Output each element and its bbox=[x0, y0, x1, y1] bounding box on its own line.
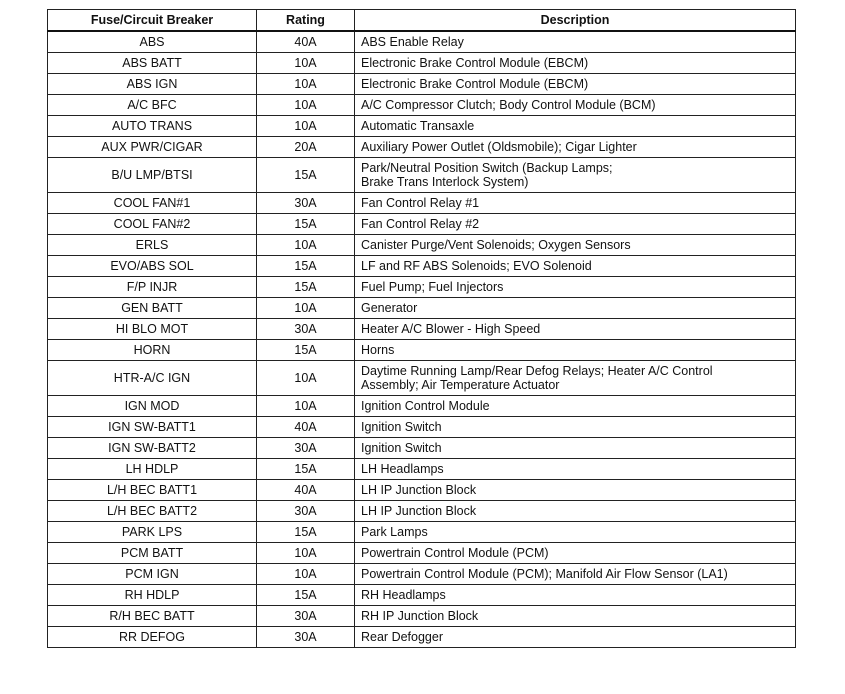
fuse-name-cell: R/H BEC BATT bbox=[48, 606, 257, 627]
rating-cell: 10A bbox=[257, 564, 355, 585]
table-row bbox=[48, 319, 796, 340]
fuse-name-cell: COOL FAN#1 bbox=[48, 193, 257, 214]
description-cell bbox=[355, 256, 796, 277]
table-row bbox=[48, 158, 796, 193]
table-row bbox=[48, 459, 796, 480]
description-line: Electronic Brake Control Module (EBCM) bbox=[361, 56, 589, 70]
fuse-name-cell: ERLS bbox=[48, 235, 257, 256]
table-row bbox=[48, 137, 796, 158]
rating-cell: 15A bbox=[257, 158, 355, 193]
description-line: Fan Control Relay #2 bbox=[361, 217, 480, 231]
description-line: LH IP Junction Block bbox=[361, 483, 477, 497]
fuse-name-cell: COOL FAN#2 bbox=[48, 214, 257, 235]
description-line: Ignition Control Module bbox=[361, 399, 490, 413]
description-cell bbox=[355, 74, 796, 95]
description-cell bbox=[355, 158, 796, 193]
description-line: Ignition Switch bbox=[361, 420, 442, 434]
rating-cell: 10A bbox=[257, 396, 355, 417]
table-row bbox=[48, 298, 796, 319]
table-row bbox=[48, 235, 796, 256]
fuse-name-cell: ABS BATT bbox=[48, 53, 257, 74]
table-row bbox=[48, 585, 796, 606]
description-cell bbox=[355, 543, 796, 564]
description-line: Heater A/C Blower - High Speed bbox=[361, 322, 541, 336]
description-cell bbox=[355, 501, 796, 522]
fuse-name-cell: ABS IGN bbox=[48, 74, 257, 95]
table-row bbox=[48, 116, 796, 137]
table-row bbox=[48, 543, 796, 564]
description-line: Fan Control Relay #1 bbox=[361, 196, 480, 210]
description-cell bbox=[355, 137, 796, 158]
rating-cell: 10A bbox=[257, 235, 355, 256]
fuse-name-cell: RH HDLP bbox=[48, 585, 257, 606]
description-line: RH IP Junction Block bbox=[361, 609, 479, 623]
fuse-name-cell: IGN SW-BATT1 bbox=[48, 417, 257, 438]
description-cell bbox=[355, 31, 796, 53]
rating-cell: 15A bbox=[257, 585, 355, 606]
header-description: Description bbox=[355, 10, 796, 32]
header-fuse: Fuse/Circuit Breaker bbox=[48, 10, 257, 32]
table-row bbox=[48, 627, 796, 648]
table-row bbox=[48, 501, 796, 522]
description-cell bbox=[355, 277, 796, 298]
table-row bbox=[48, 214, 796, 235]
rating-cell: 10A bbox=[257, 95, 355, 116]
description-line: Generator bbox=[361, 301, 418, 315]
table-row bbox=[48, 277, 796, 298]
fuse-name-cell: ABS bbox=[48, 31, 257, 53]
description-line: Assembly; Air Temperature Actuator bbox=[361, 378, 560, 392]
description-line: LF and RF ABS Solenoids; EVO Solenoid bbox=[361, 259, 592, 273]
rating-cell: 20A bbox=[257, 137, 355, 158]
rating-cell: 30A bbox=[257, 438, 355, 459]
fuse-name-cell: AUX PWR/CIGAR bbox=[48, 137, 257, 158]
table-row bbox=[48, 417, 796, 438]
description-line: Fuel Pump; Fuel Injectors bbox=[361, 280, 504, 294]
description-line: RH Headlamps bbox=[361, 588, 446, 602]
table-row bbox=[48, 74, 796, 95]
header-rating: Rating bbox=[257, 10, 355, 32]
table-row bbox=[48, 95, 796, 116]
rating-cell: 10A bbox=[257, 116, 355, 137]
fuse-name-cell: IGN SW-BATT2 bbox=[48, 438, 257, 459]
description-cell bbox=[355, 53, 796, 74]
rating-cell: 30A bbox=[257, 627, 355, 648]
description-line: Park Lamps bbox=[361, 525, 428, 539]
description-line: Electronic Brake Control Module (EBCM) bbox=[361, 77, 589, 91]
table-row bbox=[48, 564, 796, 585]
description-line: Auxiliary Power Outlet (Oldsmobile); Cigar Lighter bbox=[361, 140, 637, 154]
table-row bbox=[48, 522, 796, 543]
description-line: Horns bbox=[361, 343, 395, 357]
rating-cell: 30A bbox=[257, 319, 355, 340]
fuse-name-cell: PCM IGN bbox=[48, 564, 257, 585]
fuse-name-cell: A/C BFC bbox=[48, 95, 257, 116]
table-row bbox=[48, 438, 796, 459]
fuse-name-cell: L/H BEC BATT2 bbox=[48, 501, 257, 522]
rating-cell: 15A bbox=[257, 459, 355, 480]
description-line: Rear Defogger bbox=[361, 630, 443, 644]
rating-cell: 10A bbox=[257, 298, 355, 319]
rating-cell: 10A bbox=[257, 74, 355, 95]
table-row bbox=[48, 256, 796, 277]
description-line: Powertrain Control Module (PCM) bbox=[361, 546, 549, 560]
description-cell bbox=[355, 417, 796, 438]
description-cell bbox=[355, 396, 796, 417]
description-cell bbox=[355, 564, 796, 585]
description-line: Park/Neutral Position Switch (Backup Lamps; bbox=[361, 161, 613, 175]
rating-cell: 10A bbox=[257, 543, 355, 564]
description-cell bbox=[355, 627, 796, 648]
table-row bbox=[48, 193, 796, 214]
fuse-name-cell: HI BLO MOT bbox=[48, 319, 257, 340]
fuse-name-cell: HTR-A/C IGN bbox=[48, 361, 257, 396]
description-line: Powertrain Control Module (PCM); Manifold Air Flow Sensor (LA1) bbox=[361, 567, 728, 581]
table-row bbox=[48, 53, 796, 74]
rating-cell: 40A bbox=[257, 31, 355, 53]
fuse-name-cell: IGN MOD bbox=[48, 396, 257, 417]
rating-cell: 30A bbox=[257, 501, 355, 522]
description-line: ABS Enable Relay bbox=[361, 35, 464, 49]
rating-cell: 40A bbox=[257, 417, 355, 438]
description-cell bbox=[355, 438, 796, 459]
description-cell bbox=[355, 361, 796, 396]
description-cell bbox=[355, 298, 796, 319]
rating-cell: 15A bbox=[257, 214, 355, 235]
rating-cell: 30A bbox=[257, 193, 355, 214]
description-cell bbox=[355, 340, 796, 361]
fuse-name-cell: B/U LMP/BTSI bbox=[48, 158, 257, 193]
description-cell bbox=[355, 193, 796, 214]
description-cell bbox=[355, 522, 796, 543]
fuse-name-cell: PCM BATT bbox=[48, 543, 257, 564]
description-line: Brake Trans Interlock System) bbox=[361, 175, 529, 189]
rating-cell: 15A bbox=[257, 522, 355, 543]
table-row bbox=[48, 396, 796, 417]
description-line: Canister Purge/Vent Solenoids; Oxygen Sensors bbox=[361, 238, 631, 252]
description-line: Ignition Switch bbox=[361, 441, 442, 455]
fuse-name-cell: LH HDLP bbox=[48, 459, 257, 480]
table-header-row bbox=[48, 10, 796, 32]
rating-cell: 15A bbox=[257, 340, 355, 361]
fuse-name-cell: F/P INJR bbox=[48, 277, 257, 298]
description-cell bbox=[355, 319, 796, 340]
rating-cell: 40A bbox=[257, 480, 355, 501]
description-line: LH Headlamps bbox=[361, 462, 444, 476]
description-cell bbox=[355, 235, 796, 256]
description-cell bbox=[355, 95, 796, 116]
fuse-name-cell: L/H BEC BATT1 bbox=[48, 480, 257, 501]
rating-cell: 10A bbox=[257, 53, 355, 74]
table-row bbox=[48, 31, 796, 53]
description-cell bbox=[355, 116, 796, 137]
fuse-name-cell: HORN bbox=[48, 340, 257, 361]
description-line: A/C Compressor Clutch; Body Control Module (BCM) bbox=[361, 98, 656, 112]
description-line: Automatic Transaxle bbox=[361, 119, 475, 133]
table-row bbox=[48, 340, 796, 361]
rating-cell: 15A bbox=[257, 256, 355, 277]
fuse-name-cell: PARK LPS bbox=[48, 522, 257, 543]
rating-cell: 30A bbox=[257, 606, 355, 627]
description-cell bbox=[355, 214, 796, 235]
description-cell bbox=[355, 585, 796, 606]
description-cell bbox=[355, 606, 796, 627]
description-cell bbox=[355, 480, 796, 501]
rating-cell: 10A bbox=[257, 361, 355, 396]
fuse-name-cell: RR DEFOG bbox=[48, 627, 257, 648]
fuse-table bbox=[47, 9, 796, 648]
fuse-name-cell: AUTO TRANS bbox=[48, 116, 257, 137]
rating-cell: 15A bbox=[257, 277, 355, 298]
table-row bbox=[48, 480, 796, 501]
description-line: LH IP Junction Block bbox=[361, 504, 477, 518]
table-body bbox=[48, 31, 796, 648]
table-row bbox=[48, 606, 796, 627]
description-line: Daytime Running Lamp/Rear Defog Relays; Heater A/C Control bbox=[361, 364, 713, 378]
fuse-name-cell: GEN BATT bbox=[48, 298, 257, 319]
fuse-name-cell: EVO/ABS SOL bbox=[48, 256, 257, 277]
table-row bbox=[48, 361, 796, 396]
description-cell bbox=[355, 459, 796, 480]
